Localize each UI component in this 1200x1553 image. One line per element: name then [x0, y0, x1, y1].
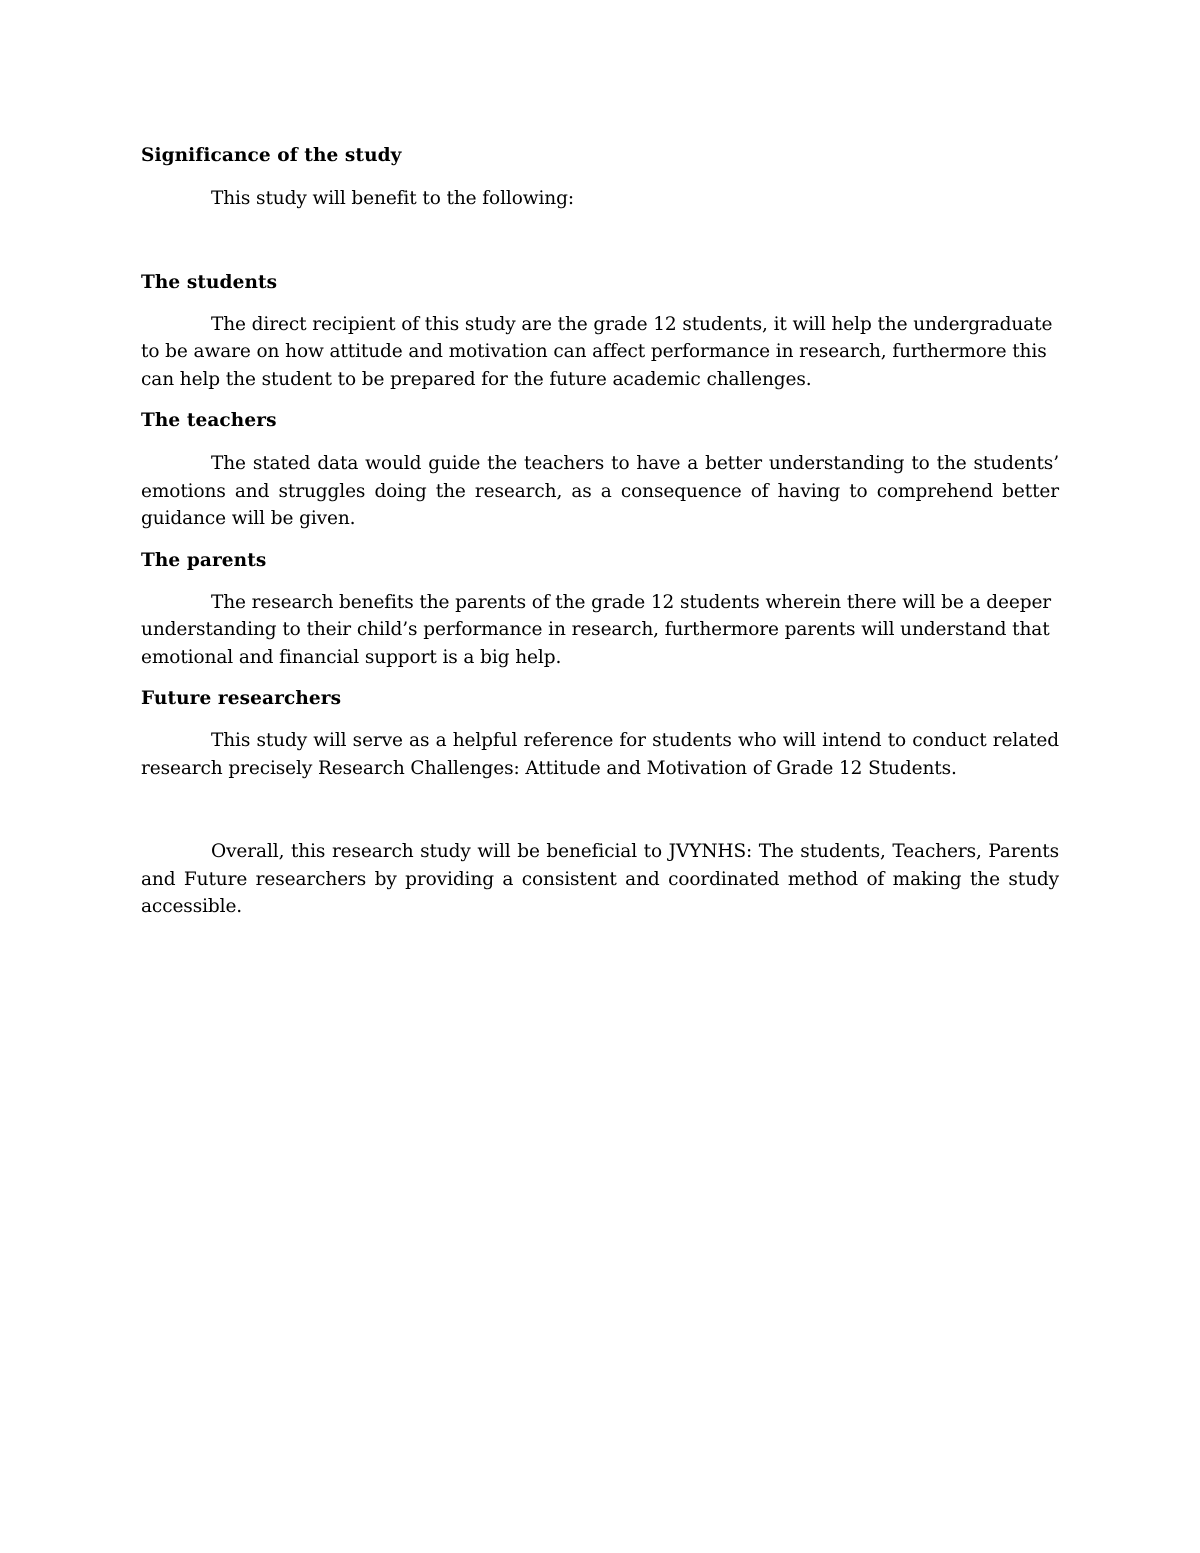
section-body-teachers: The stated data would guide the teachers to have a better understanding to the students’ emotions and struggles doing the research, as a consequence of having to comprehend better guidance will be given.	[141, 453, 1059, 529]
section-heading-students: The students	[141, 271, 278, 293]
section-body-parents: The research benefits the parents of the grade 12 students wherein there will be a deeper understanding to their child’s performance in research, furthermore parents will understand that emotional and financial support is a big help.	[141, 591, 1052, 668]
section-body-future-researchers: This study will serve as a helpful reference for students who will intend to conduct related research precisely Research Challenges: Attitude and Motivation of Grade 12 Students.	[141, 730, 1059, 779]
section-heading-parents: The parents	[141, 549, 267, 571]
section-heading-future-researchers: Future researchers	[141, 688, 342, 709]
intro-paragraph: This study will benefit to the following:	[211, 188, 574, 209]
conclusion-paragraph: Overall, this research study will be beneficial to JVYNHS: The students, Teachers, Parents and Future researchers by providing a consistent and coordinated method of making the study accessible.	[141, 841, 1059, 917]
section-heading-teachers: The teachers	[141, 410, 277, 431]
section-body-students: The direct recipient of this study are the grade 12 students, it will help the undergraduate to be aware on how attitude and motivation can affect performance in research, furthermore this can help the student to be prepared for the future academic challenges.	[141, 313, 1053, 390]
page-title: Significance of the study	[141, 145, 402, 166]
document-body	[141, 142, 1059, 921]
